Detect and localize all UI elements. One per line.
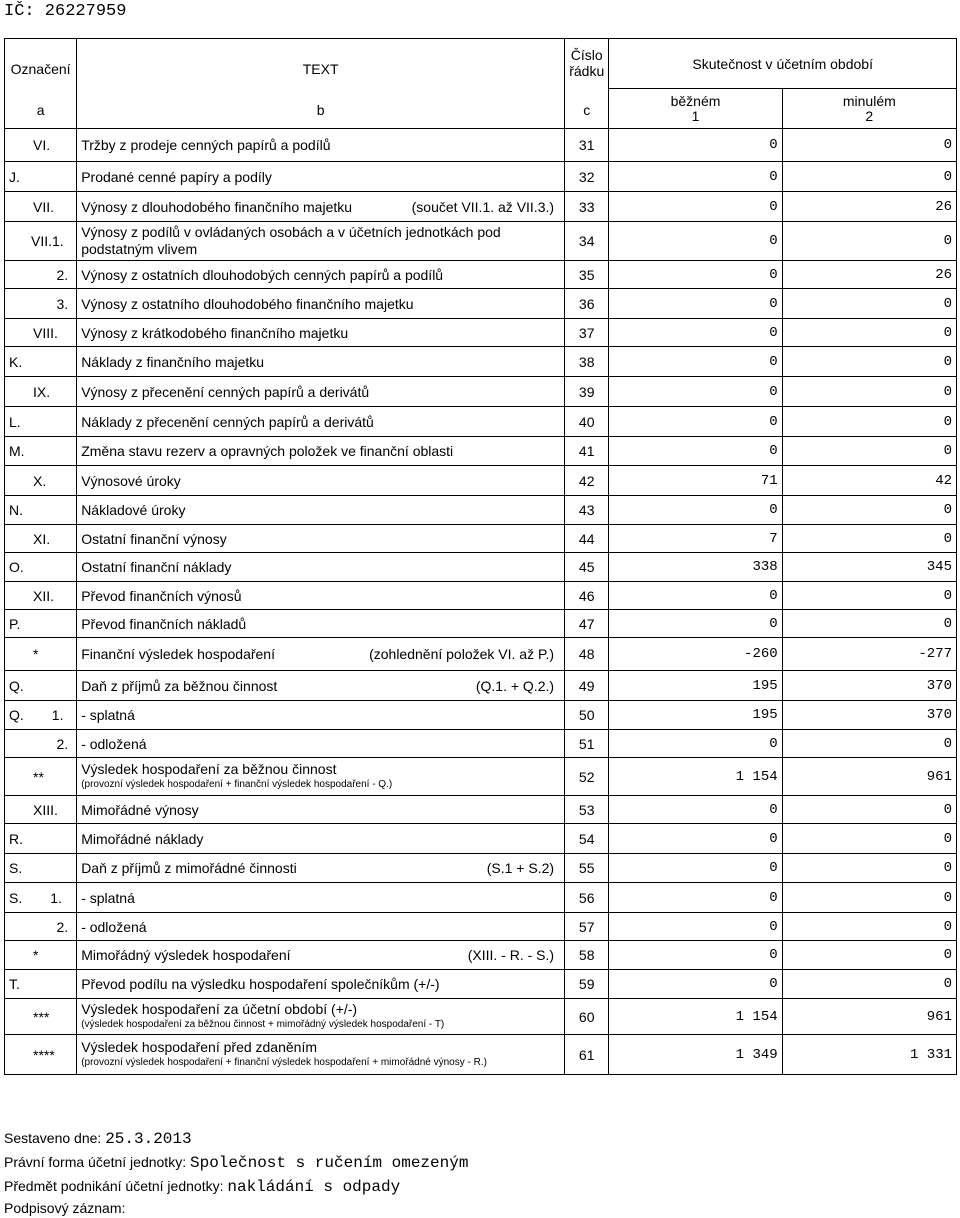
value-previous: 26 [782,261,956,289]
table-row [5,525,957,553]
header-sub-a: a [36,102,45,118]
row-mark: IX. [33,383,51,400]
row-text: Mimořádné výnosy [81,801,199,818]
row-number: 50 [565,701,609,730]
table-row [5,582,957,610]
row-explanation: (provozní výsledek hospodaření + finanční výsledek hospodaření + mimořádné výnosy - R.) [81,1056,487,1068]
row-mark: L. [9,413,21,430]
value-current: 0 [609,582,782,610]
value-previous: 0 [782,883,956,913]
row-text-cell [77,701,565,730]
table-row [5,289,957,319]
row-mark-cell [5,758,77,796]
header-text-label: TEXT [302,61,339,77]
table-row [5,496,957,525]
row-mark: **** [33,1046,55,1063]
header-actual: Skutečnost v účetním období [609,39,957,89]
row-text-cell [77,854,565,883]
row-number: 38 [565,347,609,377]
row-text: Ostatní finanční výnosy [81,530,227,547]
row-text: - odložená [81,918,147,935]
row-mark-cell [5,1035,77,1075]
row-number: 59 [565,970,609,999]
row-text: Výnosové úroky [81,472,181,489]
value-current: 0 [609,796,782,824]
value-current: 195 [609,701,782,730]
row-text-cell [77,192,565,222]
row-mark: 2. [56,266,69,283]
table-row [5,883,957,913]
row-note: (součet VII.1. až VII.3.) [411,198,555,215]
row-text-cell [77,730,565,758]
value-previous: 26 [782,192,956,222]
row-mark-cell [5,407,77,437]
value-current: 1 154 [609,758,782,796]
value-current: 0 [609,970,782,999]
value-previous: 961 [782,999,956,1035]
row-note: (Q.1. + Q.2.) [475,677,555,694]
row-number: 34 [565,222,609,261]
row-number: 57 [565,913,609,941]
row-mark: VII. [33,198,55,215]
row-text-cell [77,582,565,610]
row-number: 33 [565,192,609,222]
row-text: Mimořádný výsledek hospodaření [81,947,291,963]
row-number: 53 [565,796,609,824]
header-text [77,39,565,129]
row-mark: Q. [9,677,24,694]
row-number: 35 [565,261,609,289]
footer-subject-value: nakládání s odpady [227,1178,401,1196]
row-number: 42 [565,466,609,496]
table-row [5,222,957,261]
value-previous: 0 [782,222,956,261]
row-text-cell [77,883,565,913]
row-text: Převod finančních výnosů [81,587,242,604]
row-number: 61 [565,1035,609,1075]
footer-signature: Podpisový záznam: [4,1200,126,1216]
value-previous: 0 [782,913,956,941]
value-previous: 370 [782,701,956,730]
row-mark-cell [5,941,77,970]
row-text-cell [77,758,565,796]
header-previous-number: 2 [865,107,874,124]
row-text: Nákladové úroky [81,502,186,518]
row-text: Daň z příjmů za běžnou činnost [81,677,278,694]
row-mark-sub: 1. [51,707,64,723]
header-row-number-2: řádku [569,63,605,79]
value-previous: 0 [782,525,956,553]
table-row [5,638,957,671]
row-mark-cell [5,824,77,854]
row-mark-cell [5,730,77,758]
row-text: Náklady z přecenění cenných papírů a derivátů [81,413,374,430]
row-text: Výnosy z podílů v ovládaných osobách a v účetních jednotkách pod podstatným vlivem [81,224,501,257]
row-mark: T. [9,976,20,992]
row-mark-cell [5,289,77,319]
row-mark: Q. [9,707,24,723]
row-text-cell [77,610,565,638]
row-number: 36 [565,289,609,319]
value-previous: 0 [782,347,956,377]
value-current: 0 [609,496,782,525]
row-number: 54 [565,824,609,854]
row-text: Finanční výsledek hospodaření [81,646,275,662]
row-number: 47 [565,610,609,638]
row-mark: X. [33,472,47,489]
table-row [5,407,957,437]
row-mark: R. [9,830,23,847]
footer-form-label: Právní forma účetní jednotky: [4,1154,187,1170]
row-mark: M. [9,443,25,459]
row-mark: VI. [33,137,51,153]
value-previous: 0 [782,496,956,525]
row-text: Výnosy z ostatních dlouhodobých cenných papírů a podílů [81,266,444,283]
footer-date-label: Sestaveno dne: [4,1130,102,1146]
table-row [5,854,957,883]
value-previous: -277 [782,638,956,671]
value-current: 0 [609,913,782,941]
row-text: Výnosy z dlouhodobého finančního majetku [81,198,353,215]
row-mark: XI. [33,530,51,547]
row-text: Ostatní finanční náklady [81,559,232,575]
row-text: - odložená [81,735,147,752]
value-previous: 0 [782,610,956,638]
row-text-cell [77,1035,565,1075]
row-text: Výnosy z krátkodobého finančního majetku [81,324,349,341]
header-row-number-1: Číslo [570,47,603,63]
value-current: 0 [609,162,782,192]
value-current: 0 [609,261,782,289]
row-number: 32 [565,162,609,192]
row-number: 60 [565,999,609,1035]
row-mark-cell [5,610,77,638]
row-number: 37 [565,319,609,347]
row-text: - splatná [81,707,135,723]
row-number: 39 [565,377,609,407]
row-text-cell [77,638,565,671]
table-row [5,162,957,192]
row-number: 51 [565,730,609,758]
value-current: 0 [609,854,782,883]
row-mark: N. [9,502,23,518]
value-current: 1 349 [609,1035,782,1075]
footer-date-value: 25.3.2013 [105,1130,192,1148]
row-mark-cell [5,222,77,261]
row-text-cell [77,671,565,701]
row-text: Výsledek hospodaření před zdaněním [81,1038,318,1055]
row-text-cell [77,222,565,261]
header-previous-label: minulém [842,92,896,109]
value-previous: 0 [782,129,956,162]
table-row [5,730,957,758]
row-text-cell [77,525,565,553]
row-text-cell [77,261,565,289]
value-current: 0 [609,289,782,319]
table-row [5,377,957,407]
row-mark-cell [5,701,77,730]
row-mark: XII. [33,587,55,604]
row-mark: J. [9,168,20,185]
value-current: 0 [609,883,782,913]
row-text: Výsledek hospodaření za účetní období (+/-) [81,1000,358,1017]
footer-legal-form [4,1154,468,1172]
footer-subject-label: Předmět podnikání účetní jednotky: [4,1178,224,1194]
value-current: 0 [609,824,782,854]
row-text: Výnosy z přecenění cenných papírů a derivátů [81,383,370,400]
row-mark: * [33,947,39,963]
row-mark: P. [9,615,21,632]
row-mark-cell [5,970,77,999]
value-previous: 0 [782,970,956,999]
row-mark-cell [5,437,77,466]
row-mark-cell [5,582,77,610]
row-number: 43 [565,496,609,525]
table-row [5,970,957,999]
row-text-cell [77,970,565,999]
table-row [5,671,957,701]
row-mark: *** [33,1008,50,1025]
table-row [5,941,957,970]
row-note: (XIII. - R. - S.) [467,947,555,963]
header-designation-label: Označení [10,61,71,77]
row-text-cell [77,129,565,162]
row-number: 31 [565,129,609,162]
row-mark: 3. [56,295,69,312]
row-mark: VII.1. [31,233,64,249]
row-mark-cell [5,671,77,701]
value-previous: 961 [782,758,956,796]
row-number: 48 [565,638,609,671]
value-current: 0 [609,941,782,970]
row-mark-cell [5,638,77,671]
table-row [5,129,957,162]
row-mark-cell [5,913,77,941]
header-current-label: běžném [670,92,721,109]
value-previous: 0 [782,730,956,758]
footer-form-value: Společnost s ručením omezeným [189,1154,469,1172]
row-text-cell [77,466,565,496]
table-row [5,824,957,854]
value-previous: 0 [782,407,956,437]
value-previous: 0 [782,854,956,883]
row-text-cell [77,289,565,319]
row-mark-cell [5,796,77,824]
row-mark-cell [5,466,77,496]
table-row [5,913,957,941]
value-current: 0 [609,377,782,407]
row-text-cell [77,941,565,970]
header-current [609,89,782,129]
table-row [5,261,957,289]
row-text-cell [77,496,565,525]
header-current-number: 1 [691,107,700,124]
row-number: 41 [565,437,609,466]
row-mark: 2. [56,918,69,935]
row-text-cell [77,553,565,582]
header-sub-b: b [316,102,325,118]
value-current: 195 [609,671,782,701]
value-previous: 370 [782,671,956,701]
row-text-cell [77,913,565,941]
row-number: 46 [565,582,609,610]
value-current: 1 154 [609,999,782,1035]
row-mark: XIII. [33,801,58,818]
header-previous [782,89,956,129]
row-text-cell [77,377,565,407]
table-row [5,437,957,466]
row-text: Prodané cenné papíry a podíly [81,168,272,185]
row-text-cell [77,824,565,854]
row-text: - splatná [81,889,135,906]
row-mark-cell [5,192,77,222]
value-previous: 0 [782,437,956,466]
row-text: Výnosy z ostatního dlouhodobého finančního majetku [81,295,414,312]
value-current: 0 [609,437,782,466]
row-text: Mimořádné náklady [81,830,204,847]
value-current: 0 [609,192,782,222]
row-number: 44 [565,525,609,553]
row-mark: 2. [56,735,69,752]
row-text: Převod finančních nákladů [81,615,247,632]
value-previous: 0 [782,319,956,347]
row-text: Daň z příjmů z mimořádné činnosti [81,860,297,876]
value-previous: 0 [782,162,956,192]
row-mark: ** [33,768,44,785]
value-previous: 345 [782,553,956,582]
value-previous: 0 [782,289,956,319]
header-row-1 [5,39,957,89]
value-current: 7 [609,525,782,553]
row-mark-cell [5,525,77,553]
row-mark-cell [5,162,77,192]
row-number: 58 [565,941,609,970]
value-previous: 0 [782,796,956,824]
value-previous: 1 331 [782,1035,956,1075]
value-current: 0 [609,129,782,162]
row-text-cell [77,162,565,192]
row-number: 40 [565,407,609,437]
row-mark: S. [9,860,23,876]
value-previous: 0 [782,582,956,610]
row-text: Převod podílu na výsledku hospodaření společníkům (+/-) [81,976,440,992]
row-mark: S. [9,889,23,906]
row-mark-cell [5,261,77,289]
row-note: (zohlednění položek VI. až P.) [369,646,555,662]
row-mark: K. [9,353,23,370]
row-mark-sub: 1. [50,889,62,906]
table-row [5,701,957,730]
financial-table [4,38,957,1075]
row-mark: VIII. [33,324,58,341]
row-number: 52 [565,758,609,796]
row-mark-cell [5,553,77,582]
value-current: 0 [609,319,782,347]
value-current: 0 [609,730,782,758]
row-mark-cell [5,883,77,913]
value-previous: 0 [782,824,956,854]
row-mark-cell [5,999,77,1035]
table-row [5,319,957,347]
value-previous: 0 [782,941,956,970]
header-sub-c: c [583,102,591,118]
table-row [5,466,957,496]
value-previous: 0 [782,377,956,407]
table-row [5,796,957,824]
row-text: Změna stavu rezerv a opravných položek ve finanční oblasti [81,443,454,459]
row-number: 56 [565,883,609,913]
value-previous: 42 [782,466,956,496]
company-id: IČ: 26227959 [4,2,127,21]
table-row [5,192,957,222]
row-text: Výsledek hospodaření za běžnou činnost [81,760,337,777]
value-current: 0 [609,610,782,638]
row-number: 55 [565,854,609,883]
row-text-cell [77,407,565,437]
table-row [5,347,957,377]
row-text-cell [77,796,565,824]
row-explanation: (provozní výsledek hospodaření + finanční výsledek hospodaření - Q.) [81,778,393,790]
row-text-cell [77,347,565,377]
footer-date [4,1130,192,1148]
table-row [5,553,957,582]
row-mark: O. [9,559,24,575]
row-number: 49 [565,671,609,701]
row-text-cell [77,999,565,1035]
row-mark: * [33,646,39,662]
header-designation [5,39,77,129]
table-row [5,758,957,796]
row-mark-cell [5,347,77,377]
table-row [5,610,957,638]
row-text: Náklady z finančního majetku [81,353,265,370]
row-text: Tržby z prodeje cenných papírů a podílů [81,137,331,153]
row-mark-cell [5,854,77,883]
row-mark-cell [5,129,77,162]
table-row [5,1035,957,1075]
value-current: 0 [609,407,782,437]
value-current: 71 [609,466,782,496]
row-mark-cell [5,377,77,407]
value-current: 0 [609,222,782,261]
row-mark-cell [5,496,77,525]
value-current: 0 [609,347,782,377]
header-row-number [565,39,609,129]
row-note: (S.1 + S.2) [486,860,555,876]
row-number: 45 [565,553,609,582]
table-row [5,999,957,1035]
footer-subject [4,1178,400,1196]
value-current: -260 [609,638,782,671]
row-mark-cell [5,319,77,347]
value-current: 338 [609,553,782,582]
row-text-cell [77,319,565,347]
row-explanation: (výsledek hospodaření za běžnou činnost + mimořádný výsledek hospodaření - T) [81,1018,445,1030]
row-text-cell [77,437,565,466]
